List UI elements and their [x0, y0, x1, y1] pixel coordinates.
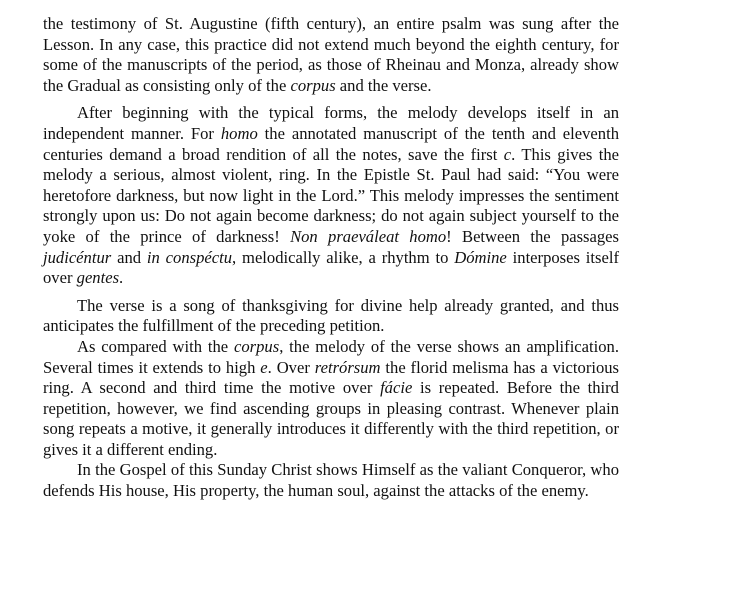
paragraph-4	[43, 337, 619, 461]
text-run: is repeated. Before the third repetition, however, we find ascending groups in pleasing contrast. Whenever plain song repeats a motive, it generally introduces it differently with the third repetition, or gives it a different ending.	[43, 378, 619, 459]
italic-term: gentes	[76, 268, 120, 288]
italic-term: Dómine	[454, 247, 507, 267]
italic-term: corpus	[290, 75, 336, 95]
text-run: . This gives the melody a serious, almost violent, ring. In the Epistle St. Paul had said: “You were heretofore darkness, but now light in the Lord.” This melody impresses the sentiment strongly upon us: Do not again become darkness; do not again subject yourself to the yoke of the prince of darkness!	[43, 144, 620, 246]
italic-term: in conspéctu	[146, 247, 233, 267]
paragraph-1	[43, 14, 619, 96]
text-run: The verse is a song of thanksgiving for divine help already granted, and thus anticipates the fulfillment of the preceding petition.	[43, 295, 619, 336]
paragraph-5	[43, 460, 619, 501]
italic-term: judicéntur	[43, 247, 112, 267]
italic-term: c	[503, 144, 512, 164]
text-run: ! Between the passages	[446, 226, 619, 246]
text-run: and the verse.	[335, 75, 432, 95]
text-run: interposes itself over	[43, 247, 619, 288]
text-run: As compared with the	[77, 336, 235, 356]
text-run: the annotated manuscript of the tenth and eleventh centuries demand a broad rendition of all the notes, save the first	[43, 123, 619, 164]
italic-term: homo	[220, 123, 258, 143]
italic-term: corpus	[234, 336, 280, 356]
text-run: , the melody of the verse shows an amplification. Several times it extends to high	[43, 336, 619, 377]
document-page	[43, 14, 619, 502]
text-run: . Over	[267, 357, 315, 377]
text-run: After beginning with the typical forms, the melody develops itself in an independent manner. For	[43, 103, 619, 143]
text-run: , melodically alike, a rhythm to	[232, 247, 455, 267]
text-run: and	[111, 247, 147, 267]
text-run: the testimony of St. Augustine (fifth century), an entire psalm was sung after the Lesson. In any case, this practice did not extend much beyond the eighth century, for some of the manuscripts of the period, as those of Rheinau and Monza, already show the Gradual as consisting only of the	[43, 14, 619, 95]
text-run: In the Gospel of this Sunday Christ shows Himself as the valiant Conqueror, who defends His house, His property, the human soul, against the attacks of the enemy.	[43, 460, 619, 501]
italic-term: e	[260, 357, 268, 377]
text-run: the florid melisma has a victorious ring. A second and third time the motive over	[43, 357, 620, 398]
text-run: .	[119, 268, 124, 288]
italic-term: Non praeváleat homo	[290, 226, 447, 246]
italic-term: fácie	[380, 378, 413, 398]
paragraph-3	[43, 296, 619, 337]
italic-term: retrórsum	[314, 357, 381, 377]
paragraph-2	[43, 103, 619, 288]
